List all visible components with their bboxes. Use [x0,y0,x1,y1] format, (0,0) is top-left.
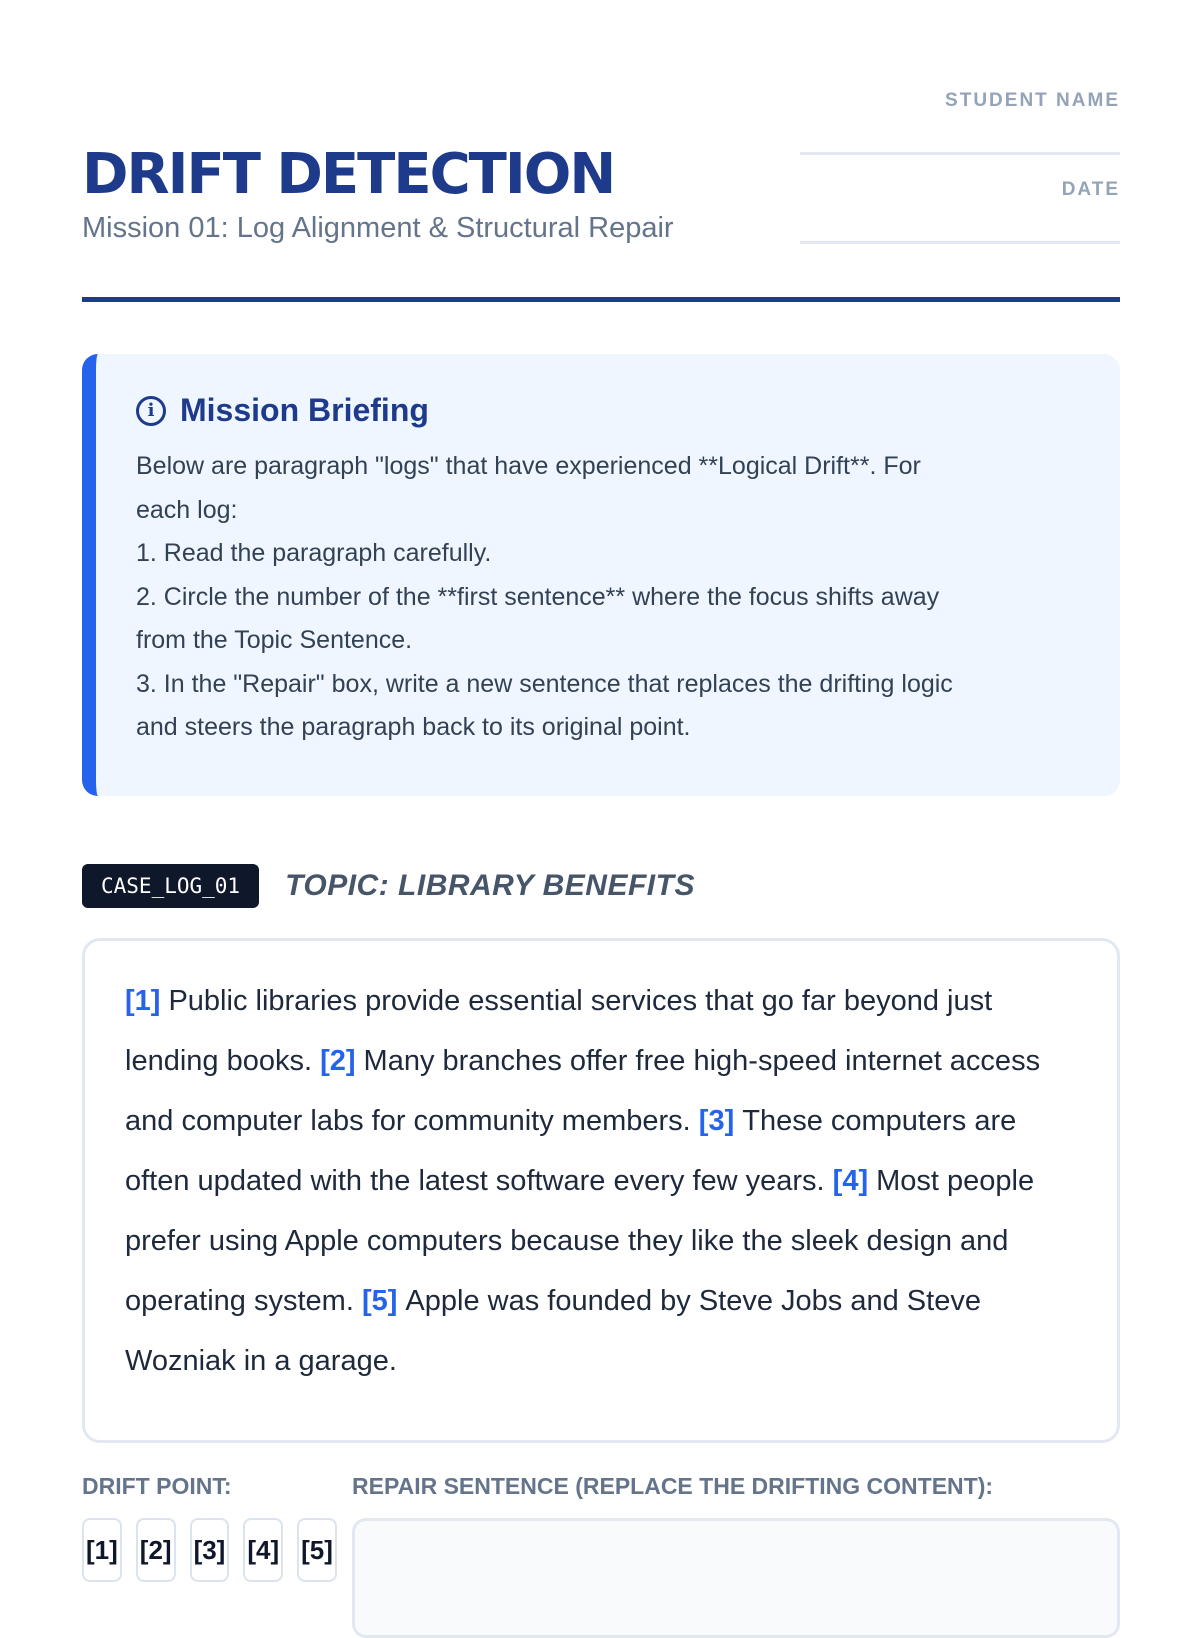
drift-option-4[interactable]: [4] [243,1518,283,1582]
sentence-text: Public libraries provide essential services that go far beyond just lending books. [125,985,993,1077]
student-fields [800,80,1120,244]
sentence-number: [2] [320,1045,356,1077]
briefing-line: Below are paragraph "logs" that have experienced **Logical Drift**. For [136,452,921,480]
drift-point-options [82,1518,337,1582]
briefing-title: Mission Briefing [180,392,429,428]
page-subtitle: Mission 01: Log Alignment & Structural Repair [82,212,674,244]
date-field[interactable] [800,241,1120,244]
sentence-text: These computers are often updated with the latest software every few years. [125,1105,1017,1197]
case-topic: TOPIC: LIBRARY BENEFITS [285,869,695,902]
info-circle-icon: i [136,396,166,426]
sentence-number: [1] [125,985,161,1017]
briefing-line: 1. Read the paragraph carefully. [136,539,492,567]
sentence-text: Most people prefer using Apple computers because they like the sleek design and operating system. [125,1165,1035,1317]
drift-option-1[interactable]: [1] [82,1518,122,1582]
briefing-line: and steers the paragraph back to its original point. [136,713,691,741]
repair-sentence-input[interactable] [352,1518,1120,1638]
drift-option-5[interactable]: [5] [297,1518,337,1582]
sentence-text: Apple was founded by Steve Jobs and Steve Wozniak in a garage. [125,1285,981,1377]
page-title: DRIFT DETECTION [82,142,615,207]
sentence-text: Many branches offer free high-speed internet access and computer labs for community members. [125,1045,1041,1137]
drift-option-3[interactable]: [3] [190,1518,230,1582]
sentence-number: [4] [832,1165,869,1197]
case-paragraph [82,938,1120,1443]
student-name-label: STUDENT NAME [945,90,1120,111]
case-header [82,864,695,908]
mission-briefing [82,354,1120,796]
worksheet-header [82,80,1120,302]
drift-option-2[interactable]: [2] [136,1518,176,1582]
briefing-line: each log: [136,495,238,524]
repair-label: REPAIR SENTENCE (REPLACE THE DRIFTING CONTENT): [352,1473,994,1499]
date-label: DATE [1061,179,1120,200]
case-tag: CASE_LOG_01 [82,864,259,908]
briefing-line: 3. In the "Repair" box, write a new sentence that replaces the drifting logic [136,669,953,698]
drift-point-label: DRIFT POINT: [82,1473,232,1499]
sentence-number: [5] [361,1285,398,1317]
briefing-line: from the Topic Sentence. [136,626,413,654]
student-name-field[interactable] [800,152,1120,155]
briefing-line: 2. Circle the number of the **first sentence** where the focus shifts away [136,582,940,611]
sentence-number: [3] [698,1105,735,1137]
